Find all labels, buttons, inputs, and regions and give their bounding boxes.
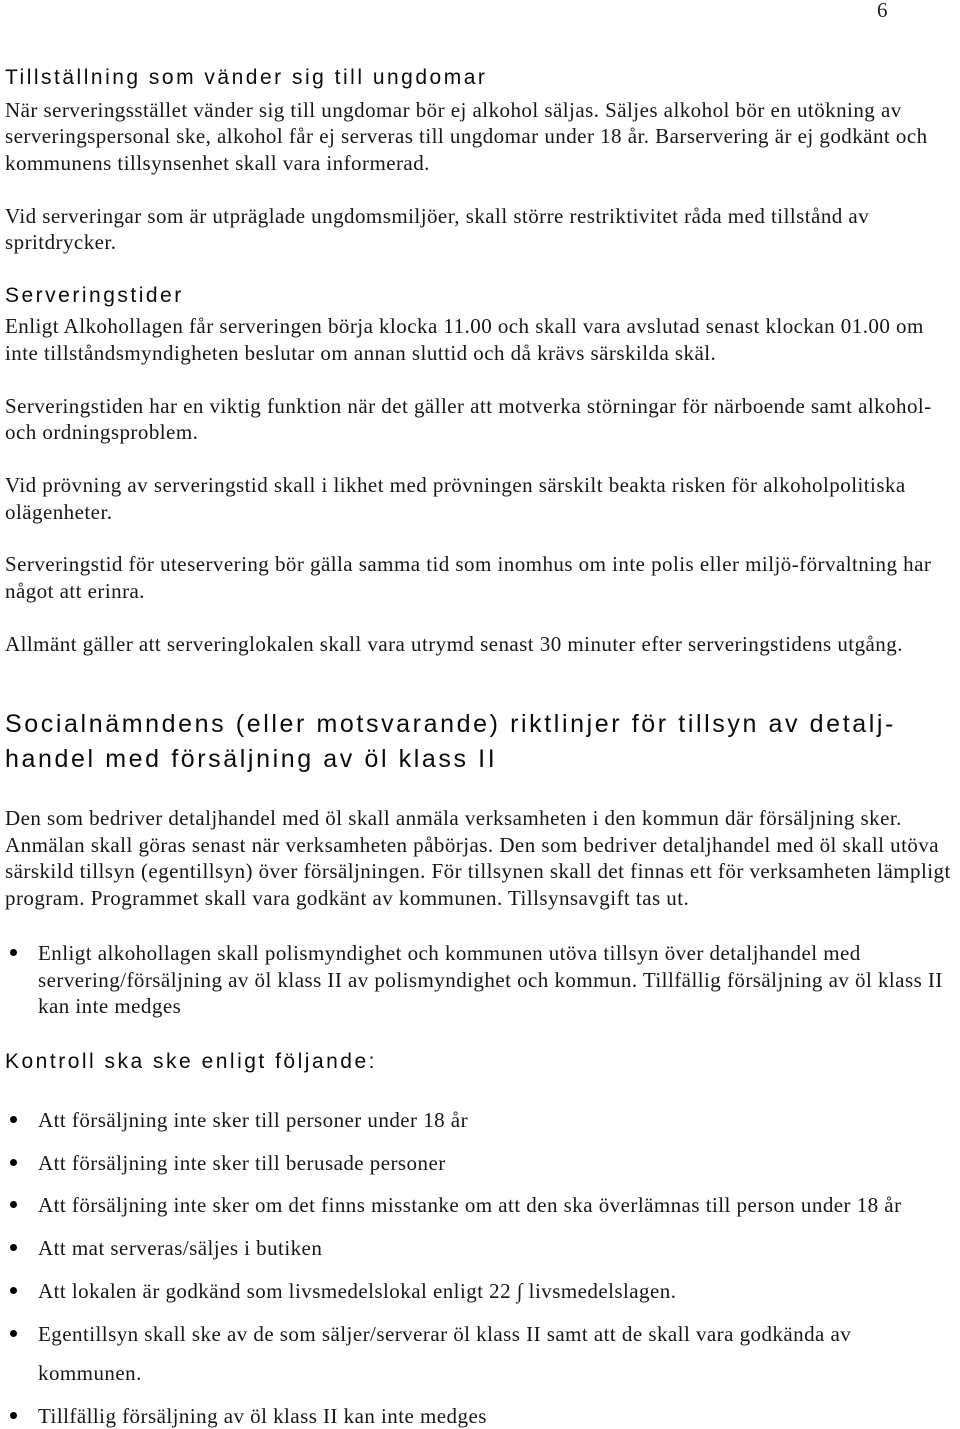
paragraph-line: När serveringsstället vänder sig till ungdomar bör ej alkohol säljas. Säljes alkohol bör en utökning av — [5, 98, 902, 122]
section-heading: Serveringstider — [5, 284, 184, 307]
list-item-line: kommunen. — [38, 1361, 142, 1385]
paragraph-line: program. Programmet skall vara godkänt av kommunen. Tillsynsavgift tas ut. — [5, 886, 690, 910]
list-item-line: Att mat serveras/säljes i butiken — [38, 1236, 323, 1260]
paragraph-line: Anmälan skall göras senast när verksamheten påbörjas. Den som bedriver detaljhandel med öl skall utöva — [5, 833, 940, 857]
list-item-line: Tillfällig försäljning av öl klass II kan inte medges — [38, 1404, 487, 1428]
paragraph-line: något att erinra. — [5, 579, 146, 603]
paragraph-line: Den som bedriver detaljhandel med öl skall anmäla verksamheten i den kommun där försäljning sker. — [5, 806, 902, 830]
section-heading: Tillställning som vänder sig till ungdomar — [5, 66, 488, 89]
section-heading: handel med försäljning av öl klass II — [5, 745, 498, 773]
bullet-marker — [10, 1330, 17, 1337]
bullet-marker — [10, 1159, 17, 1166]
bullet-marker — [10, 1412, 17, 1419]
bullet-marker — [10, 1287, 17, 1294]
paragraph-line: Serveringstid för uteservering bör gälla samma tid som inomhus om inte polis eller miljö-förvaltning har — [5, 552, 932, 576]
bullet-marker — [10, 1201, 17, 1208]
list-item-line: Att försäljning inte sker till personer under 18 år — [38, 1108, 469, 1132]
section-heading: Kontroll ska ske enligt följande: — [5, 1050, 377, 1073]
list-item-line: kan inte medges — [38, 994, 182, 1018]
paragraph-line: spritdrycker. — [5, 230, 117, 254]
page-number: 6 — [877, 0, 888, 22]
list-item-line: servering/försäljning av öl klass II av polismyndighet och kommun. Tillfällig försäljning av öl klass II — [38, 968, 943, 992]
paragraph-line: särskild tillsyn (egentillsyn) över försäljningen. För tillsynen skall det finnas ett för verksamheten lämpligt — [5, 859, 951, 883]
paragraph-line: Vid prövning av serveringstid skall i likhet med prövningen särskilt beakta risken för alkoholpolitiska — [5, 473, 906, 497]
paragraph-line: Serveringstiden har en viktig funktion när det gäller att motverka störningar för närboende samt alkohol- — [5, 394, 932, 418]
paragraph-line: inte tillståndsmyndigheten beslutar om annan sluttid och då krävs särskilda skäl. — [5, 341, 717, 365]
paragraph-line: Enligt Alkohollagen får serveringen börja klocka 11.00 och skall vara avslutad senast klockan 01.00 om — [5, 314, 924, 338]
bullet-marker — [10, 949, 17, 956]
list-item-line: Enligt alkohollagen skall polismyndighet och kommunen utöva tillsyn över detaljhandel med — [38, 941, 861, 965]
list-item-line: Egentillsyn skall ske av de som säljer/serverar öl klass II samt att de skall vara godkända av — [38, 1322, 852, 1346]
paragraph-line: och ordningsproblem. — [5, 420, 199, 444]
list-item-line: Att försäljning inte sker till berusade personer — [38, 1151, 446, 1175]
bullet-marker — [10, 1116, 17, 1123]
paragraph-line: kommunens tillsynsenhet skall vara informerad. — [5, 151, 430, 175]
bullet-marker — [10, 1244, 17, 1251]
paragraph-line: Vid serveringar som är utpräglade ungdomsmiljöer, skall större restriktivitet råda med tillstånd av — [5, 204, 870, 228]
list-item-line: Att försäljning inte sker om det finns misstanke om att den ska överlämnas till person under 18 år — [38, 1193, 902, 1217]
paragraph-line: Allmänt gäller att serveringlokalen skall vara utrymd senast 30 minuter efter serveringstidens utgång. — [5, 632, 903, 656]
paragraph-line: serveringspersonal ske, alkohol får ej serveras till ungdomar under 18 år. Barservering är ej godkänt och — [5, 124, 928, 148]
section-heading: Socialnämndens (eller motsvarande) riktlinjer för tillsyn av detalj- — [5, 710, 896, 738]
paragraph-line: olägenheter. — [5, 500, 113, 524]
list-item-line: Att lokalen är godkänd som livsmedelslokal enligt 22 ∫ livsmedelslagen. — [38, 1279, 677, 1303]
